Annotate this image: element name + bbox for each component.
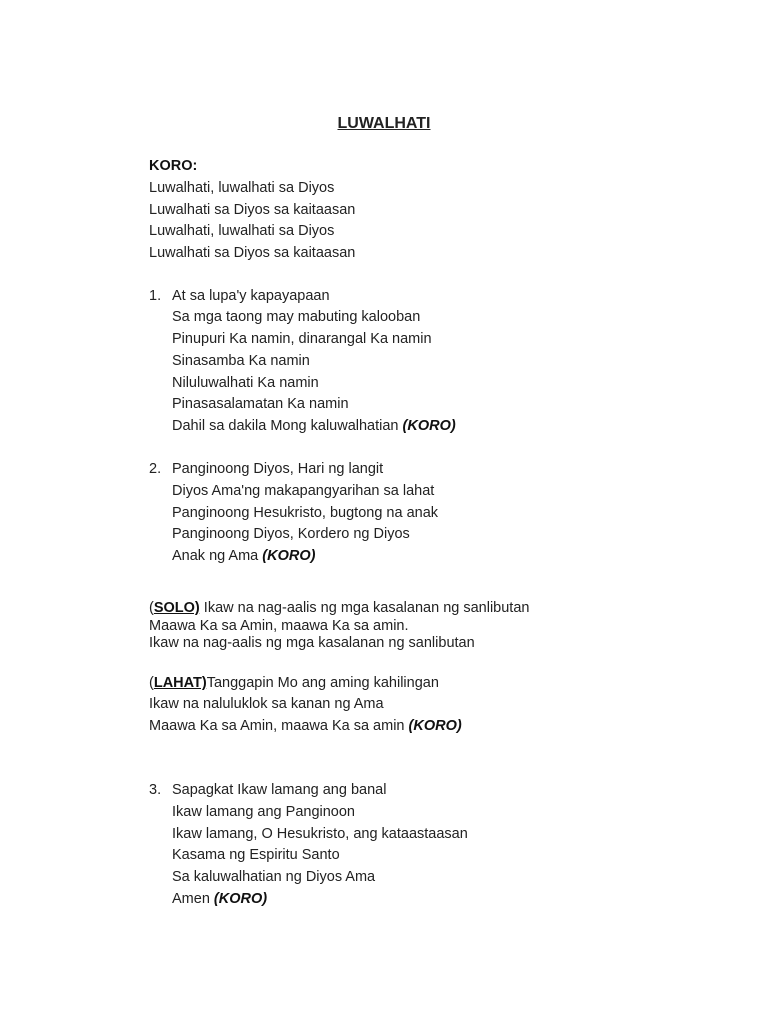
verse-line: Pinasasalamatan Ka namin xyxy=(172,396,349,412)
solo-open-paren: ( xyxy=(149,600,154,616)
chorus-line: Luwalhati, luwalhati sa Diyos xyxy=(149,180,335,196)
chorus-heading: KORO: xyxy=(149,158,198,174)
verse-line: Pinupuri Ka namin, dinarangal Ka namin xyxy=(172,331,432,347)
verse-line xyxy=(172,416,456,436)
verse-line-text: Anak ng Ama xyxy=(172,548,263,564)
solo-label: SOLO) xyxy=(153,600,200,616)
verse-line xyxy=(172,546,315,566)
chorus-line: Luwalhati sa Diyos sa kaitaasan xyxy=(149,245,356,261)
verse-line: At sa lupa'y kapayapaan xyxy=(172,288,330,304)
solo-line: Maawa Ka sa Amin, maawa Ka sa amin. xyxy=(149,618,409,634)
koro-tag: (KORO) xyxy=(262,548,316,564)
lahat-line-text: Tanggapin Mo ang aming kahilingan xyxy=(206,675,439,691)
solo-line-text: Ikaw na nag-aalis ng mga kasalanan ng sanlibutan xyxy=(199,600,530,616)
verse-line: Sinasamba Ka namin xyxy=(172,353,310,369)
verse-number: 1. xyxy=(149,288,162,304)
chorus-line: Luwalhati sa Diyos sa kaitaasan xyxy=(149,202,356,218)
verse-number: 2. xyxy=(149,461,162,477)
koro-tag: (KORO) xyxy=(402,418,456,434)
verse-line: Ikaw lamang ang Panginoon xyxy=(172,804,355,820)
verse-number: 3. xyxy=(149,782,162,798)
lahat-label: LAHAT) xyxy=(153,675,207,691)
verse-line: Sa kaluwalhatian ng Diyos Ama xyxy=(172,869,376,885)
koro-tag: (KORO) xyxy=(213,891,268,907)
verse-line: Diyos Ama'ng makapangyarihan sa lahat xyxy=(172,483,435,499)
lahat-open-paren: ( xyxy=(149,675,154,691)
verse-line xyxy=(172,889,267,909)
lahat-line xyxy=(149,716,462,736)
lahat-line xyxy=(149,673,439,693)
verse-line-text: Amen xyxy=(172,891,214,907)
verse-line: Sapagkat Ikaw lamang ang banal xyxy=(172,782,387,798)
verse-line: Kasama ng Espiritu Santo xyxy=(172,847,340,863)
lahat-line: Ikaw na naluluklok sa kanan ng Ama xyxy=(149,696,384,712)
verse-line: Ikaw lamang, O Hesukristo, ang kataastaasan xyxy=(172,826,468,842)
solo-line: Ikaw na nag-aalis ng mga kasalanan ng sanlibutan xyxy=(149,635,475,651)
chorus-line: Luwalhati, luwalhati sa Diyos xyxy=(149,223,335,239)
verse-line: Panginoong Diyos, Kordero ng Diyos xyxy=(172,526,410,542)
verse-line: Panginoong Hesukristo, bugtong na anak xyxy=(172,505,439,521)
verse-line-text: Dahil sa dakila Mong kaluwalhatian xyxy=(172,418,403,434)
verse-line: Niluluwalhati Ka namin xyxy=(172,375,319,391)
verse-line: Panginoong Diyos, Hari ng langit xyxy=(172,461,384,477)
koro-tag: (KORO) xyxy=(408,718,462,734)
lahat-line-text: Maawa Ka sa Amin, maawa Ka sa amin xyxy=(149,718,409,734)
page-title: LUWALHATI xyxy=(337,115,431,132)
solo-line xyxy=(149,598,529,618)
verse-line: Sa mga taong may mabuting kalooban xyxy=(172,309,421,325)
